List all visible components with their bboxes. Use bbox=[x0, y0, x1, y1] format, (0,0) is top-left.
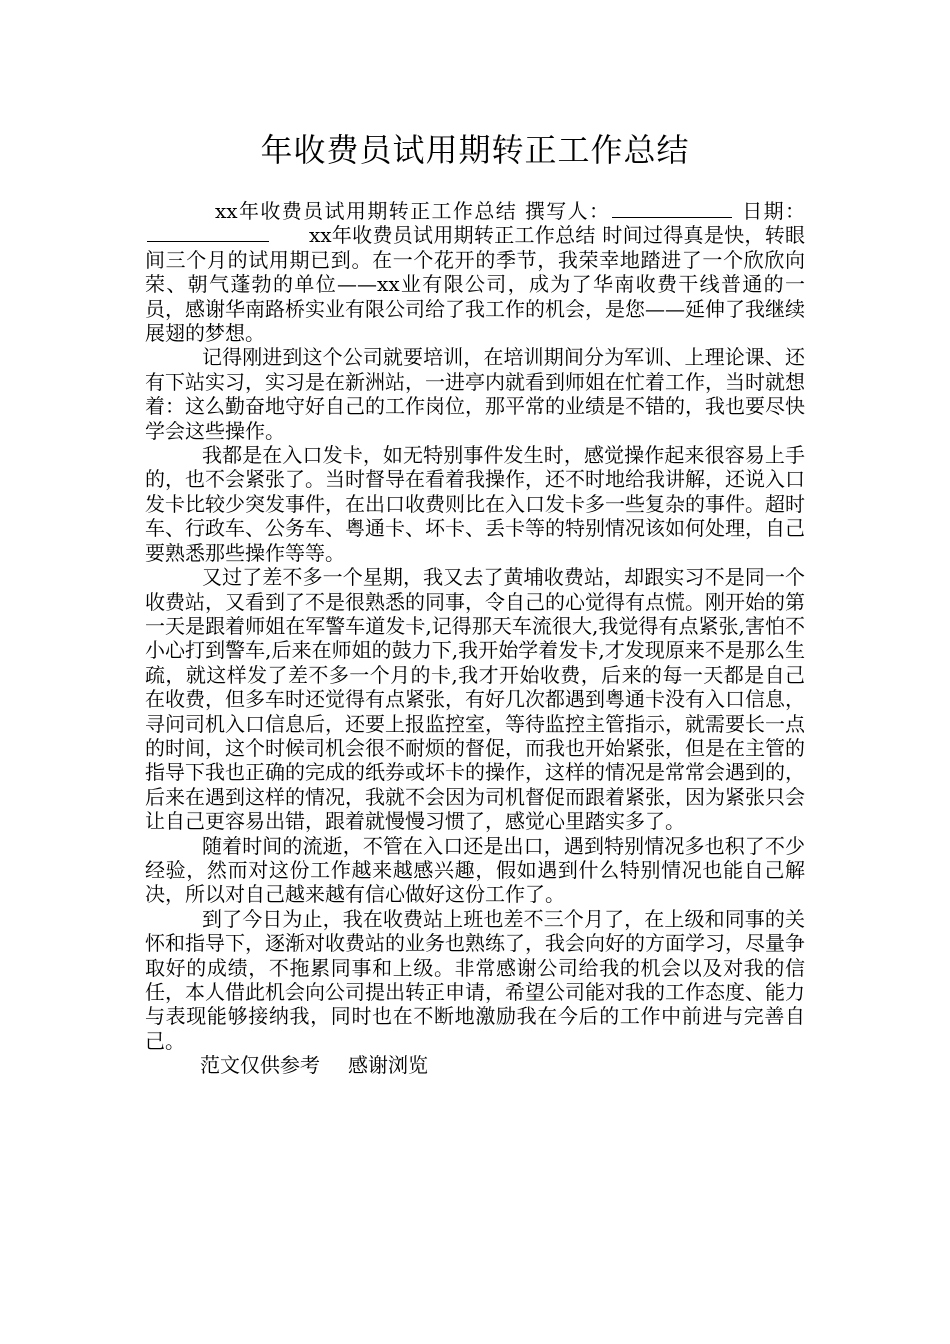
paragraph: 随着时间的流逝，不管在入口还是出口，遇到特别情况多也积了不少经验，然而对这份工作越来越感兴趣，假如遇到什么特别情况也能自己解决，所以对自己越来越有信心做好这份工作了。 bbox=[145, 833, 805, 907]
header-lead: xx年收费员试用期转正工作总结 撰写人： bbox=[215, 199, 611, 223]
paragraph: 到了今日为止，我在收费站上班也差不三个月了，在上级和同事的关怀和指导下，逐渐对收费站的业务也熟练了，我会向好的方面学习，尽量争取好的成绩，不拖累同事和上级。非常感谢公司给我的机会以及对我的信任，本人借此机会向公司提出转正申请，希望公司能对我的工作态度、能力与表现能够接纳我，同时也在不断地激励我在今后的工作中前进与完善自己。 bbox=[145, 906, 805, 1053]
date-blank bbox=[147, 223, 269, 242]
date-label: 日期： bbox=[742, 199, 806, 223]
closing-right: 感谢浏览 bbox=[348, 1053, 428, 1078]
closing-left: 范文仅供参考 bbox=[200, 1053, 320, 1078]
paragraph: 我都是在入口发卡，如无特别事件发生时，感觉操作起来很容易上手的，也不会紧张了。当时督导在看着我操作，还不时地给我讲解，还说入口发卡比较少突发事件，在出口收费则比在入口发卡多一些复杂的事件。超时车、行政车、公务车、粤通卡、坏卡、丢卡等的特别情况该如何处理，自己要熟悉那些操作等等。 bbox=[145, 443, 805, 565]
paragraph: 又过了差不多一个星期，我又去了黄埔收费站，却跟实习不是同一个收费站，又看到了不是很熟悉的同事，令自己的心觉得有点慌。刚开始的第一天是跟着师姐在军警车道发卡,记得那天车流很大,我觉得有点紧张,害怕不小心打到警车,后来在师姐的鼓力下,我开始学着发卡,才发现原来不是那么生疏，就这样发了差不多一个月的卡,我才开始收费，后来的每一天都是自己在收费，但多车时还觉得有点紧张，有好几次都遇到粤通卡没有入口信息，寻问司机入口信息后，还要上报监控室，等待监控主管指示，就需要长一点的时间，这个时候司机会很不耐烦的督促，而我也开始紧张，但是在主管的指导下我也正确的完成的纸券或坏卡的操作，这样的情况是常常会遇到的，后来在遇到这样的情况，我就不会因为司机督促而跟着紧张，因为紧张只会让自己更容易出错，跟着就慢慢习惯了，感觉心里踏实多了。 bbox=[145, 565, 805, 834]
paragraph-intro bbox=[145, 199, 805, 345]
closing-line bbox=[145, 1053, 805, 1077]
document-body bbox=[145, 199, 805, 1078]
repeat-title: xx年收费员试用期转正工作总结 bbox=[309, 223, 596, 248]
document-title: 年收费员试用期转正工作总结 bbox=[260, 131, 690, 169]
paragraph-text: 时间过得真是快，转眼间三个月的试用期已到。在一个花开的季节，我荣幸地踏进了一个欣欣向荣、朝气蓬勃的单位——xx业有限公司，成为了华南收费干线普通的一员，感谢华南路桥实业有限公司给了我工作的机会，是您——延伸了我继续展翅的梦想。 bbox=[145, 223, 805, 346]
author-blank bbox=[612, 199, 732, 218]
paragraph: 记得刚进到这个公司就要培训，在培训期间分为军训、上理论课、还有下站实习，实习是在新洲站，一进亭内就看到师姐在忙着工作，当时就想着：这么勤奋地守好自己的工作岗位，那平常的业绩是不错的，我也要尽快学会这些操作。 bbox=[145, 345, 805, 443]
